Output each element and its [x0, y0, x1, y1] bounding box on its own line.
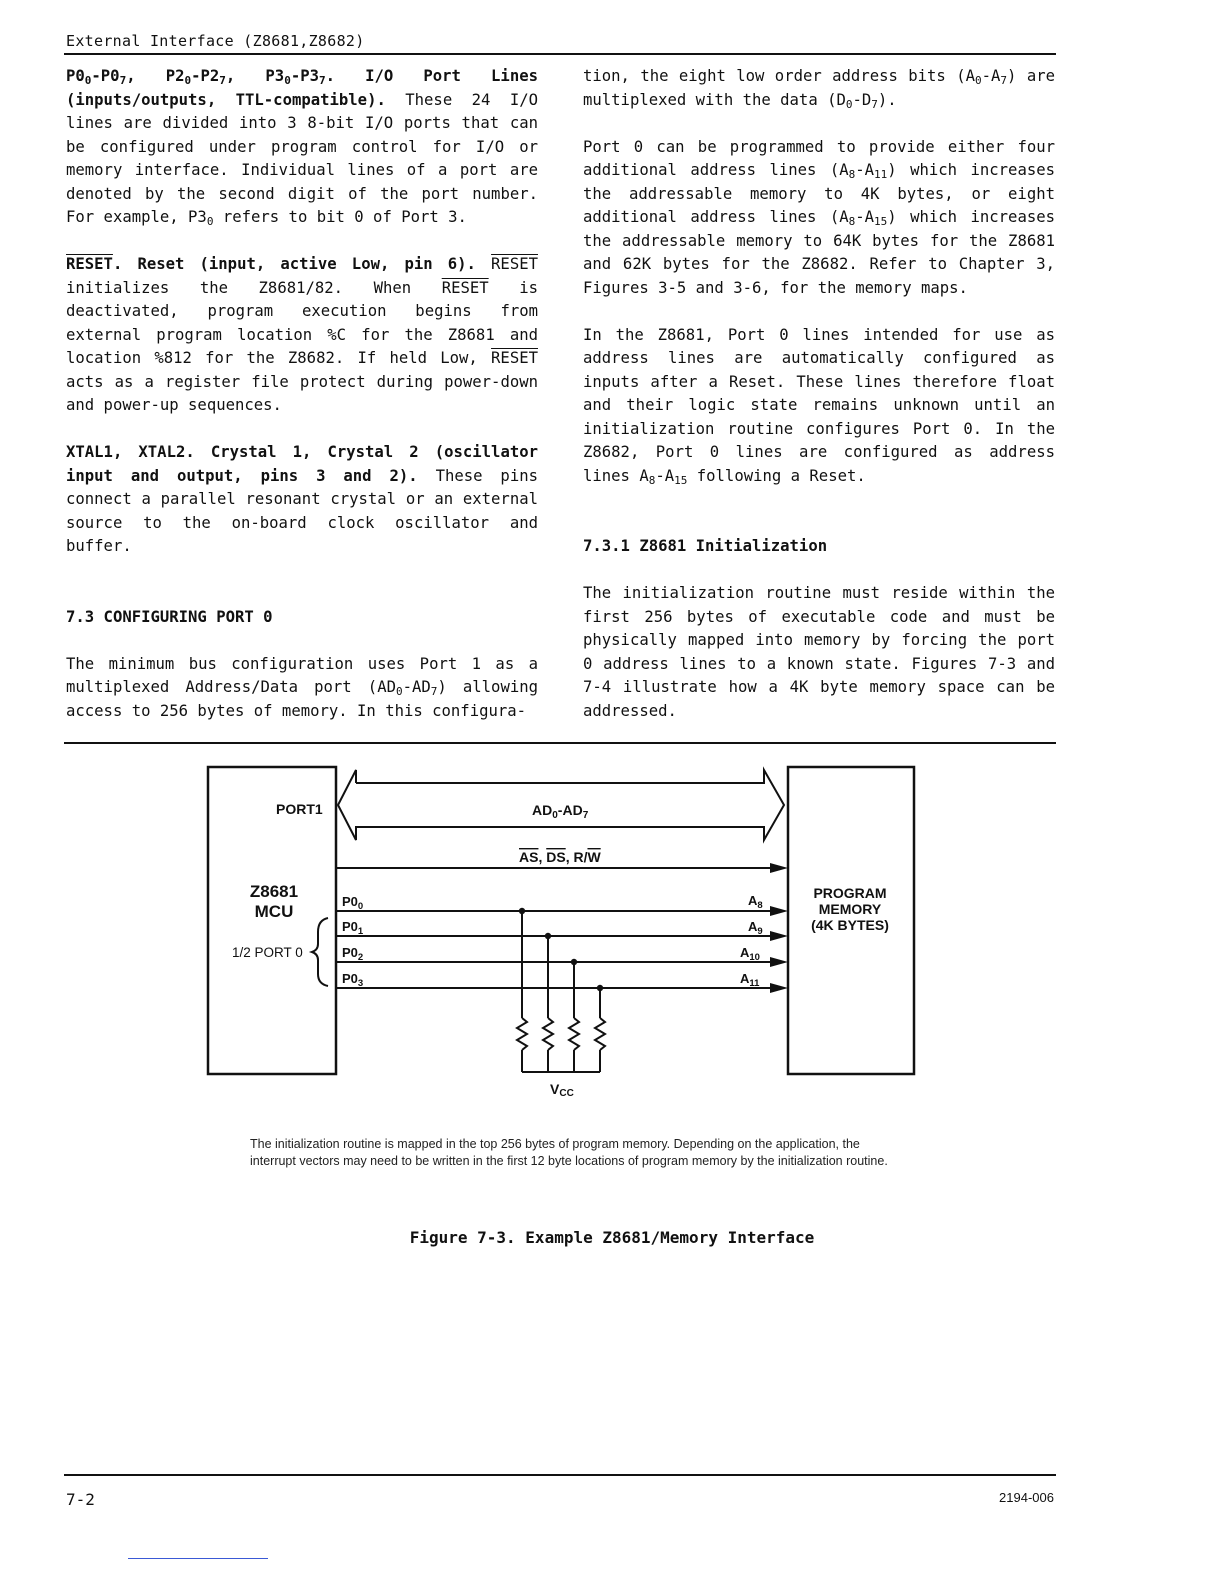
- paragraph-reset: RESET. Reset (input, active Low, pin 6). RESET initializes the Z8681/82. When RESET is deactivated, program execution begins from external program location %C for the Z8681 and location %812 for the Z8682. If held Low, RESET acts as a register file protect during power-down and power-up sequences.: [66, 255, 538, 414]
- p01-label: $P0_1$: [342, 919, 364, 937]
- mcu-label-line2: MCU: [254, 902, 294, 921]
- memory-label-line1: PROGRAM: [813, 885, 887, 901]
- p03-label: $P0_3$: [342, 971, 364, 989]
- paragraph-multiplexed: tion, the eight low order address bits $(A_0-A_7)$ are multiplexed with the data $(D_0-D_7)$.: [583, 67, 1055, 111]
- document-code: 2194-006: [999, 1490, 1054, 1505]
- paragraph-initialization: The initialization routine must reside within the first 256 bytes of executable code and must be physically mapped into memory by forcing the port 0 address lines to a known state. Figures 7-3 and 7-4 illustrate how a 4K byte memory space can be addressed.: [583, 584, 1055, 720]
- control-signals-label: AS, DS, R/W: [519, 849, 601, 865]
- memory-label-line3: (4K BYTES): [811, 917, 889, 933]
- vcc-label: VCC: [550, 1081, 574, 1099]
- p00-label: $P0_0$: [342, 894, 364, 912]
- memory-label-line2: MEMORY: [818, 901, 882, 917]
- a10-label: $A_{10}$: [740, 945, 760, 963]
- paragraph-minimum-bus: The minimum bus configuration uses Port 1 as a multiplexed Address/Data port $(AD_0-AD_7)$ allowing access to 256 bytes of memory. In this configura-: [66, 654, 538, 720]
- paragraph-io-port-lines: $P0_0-P0_7$, $P2_0-P2_7$, $P3_0-P3_7$. I/O Port Lines (inputs/outputs, TTL-compatible). These 24 I/O lines are divided into 3 8-bit I/O ports that can be configured under program control for I/O or memory interface. Individual lines of a port are denoted by the second digit of the port number. For example, $P3_0$ refers to bit 0 of Port 3.: [66, 67, 538, 228]
- half-port0-label: 1/2 PORT 0: [232, 945, 303, 960]
- ad-bus-label: $AD_0-AD_7$: [532, 802, 589, 821]
- section-heading-7-3: 7.3 CONFIGURING PORT 0: [66, 607, 273, 626]
- paragraph-port0-lines: In the Z8681, Port 0 lines intended for use as address lines are automatically configured as inputs after a Reset. These lines therefore float and their logic state remains unknown until an initialization routine configures Port 0. In the Z8682, Port 0 lines are configured as address lines $A_8-A_{15}$ following a Reset.: [583, 325, 1055, 487]
- mcu-label-line1: Z8681: [249, 882, 299, 901]
- port1-label: PORT1: [276, 801, 323, 817]
- footer-rule: [64, 1474, 1056, 1476]
- a8-label: $A_8$: [748, 893, 763, 911]
- figure-title: Figure 7-3. Example Z8681/Memory Interface: [409, 1228, 815, 1247]
- paragraph-port0-programmed: Port 0 can be programmed to provide either four additional address lines $(A_8-A_{11})$ which increases the addressable memory to 4K bytes, or eight additional address lines $(A_8-A_{15})$ which increases the addressable memory to 64K bytes for the Z8681 and 62K bytes for the Z8682. Refer to Chapter 3, Figures 3-5 and 3-6, for the memory maps.: [583, 137, 1055, 297]
- page-number: 7-2: [66, 1490, 95, 1509]
- paragraph-xtal: XTAL1, XTAL2. Crystal 1, Crystal 2 (oscillator input and output, pins 3 and 2). These pins connect a parallel resonant crystal or an external source to the on-board clock oscillator and buffer.: [66, 443, 538, 555]
- subsection-heading-7-3-1: 7.3.1 Z8681 Initialization: [583, 537, 828, 555]
- p02-label: $P0_2$: [342, 945, 364, 963]
- figure-note: The initialization routine is mapped in the top 256 bytes of program memory. Depending on the application, the interrupt vectors may need to be written in the first 12 byte locations of program memory by the initialization routine.: [250, 1137, 888, 1168]
- a9-label: $A_9$: [748, 919, 763, 937]
- running-header: External Interface (Z8681,Z8682): [66, 32, 365, 50]
- a11-label: $A_{11}$: [740, 971, 760, 989]
- scan-artifact-line: [128, 1558, 268, 1559]
